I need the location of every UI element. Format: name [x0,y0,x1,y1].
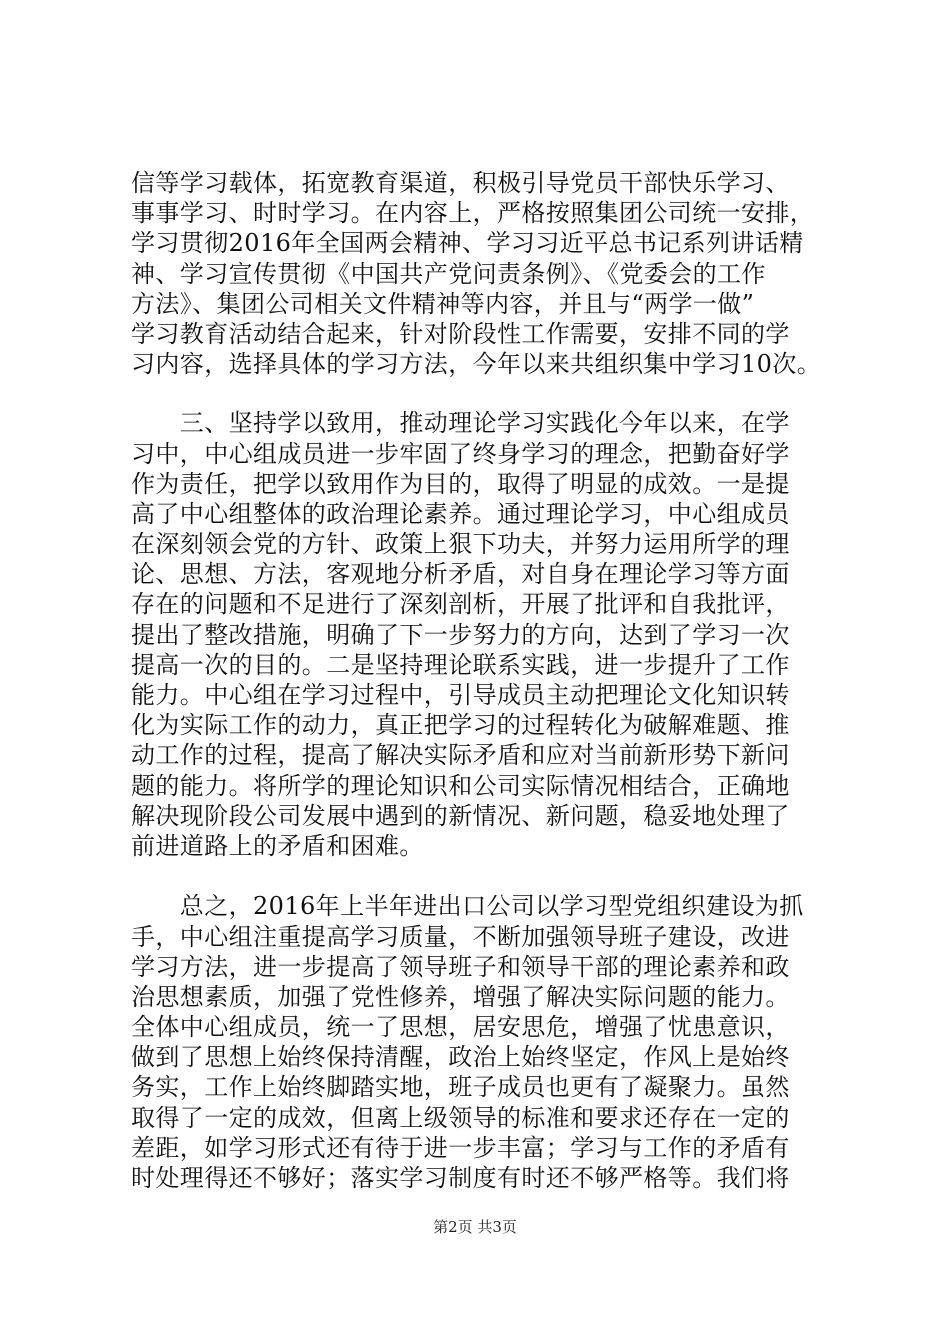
paragraph-2 [131,408,821,891]
paragraph-3 [131,891,821,1193]
text-line: 方法》、集团公司相关文件精神等内容，并且与“两学一做” [131,289,755,318]
text-line: 务实，工作上始终脚踏实地，班子成员也更有了凝聚力。虽然 [131,1073,790,1102]
text-line: 手，中心组注重提高学习质量，不断加强领导班子建设，改进 [131,922,790,951]
paragraph-1 [131,168,821,379]
text-line: 提高一次的目的。二是坚持理论联系实践，进一步提升了工作 [131,650,790,679]
text-line [131,861,821,891]
text-line: 神、学习宣传贯彻《中国共产党问责条例》、《党委会的工作 [131,259,766,288]
text-line: 时处理得还不够好；落实学习制度有时还不够严格等。我们将 [131,1164,790,1192]
text-line: 动工作的过程，提高了解决实际矛盾和应对当前新形势下新问 [131,741,790,770]
text-line: 习中，中心组成员进一步牢固了终身学习的理念，把勤奋好学 [131,439,790,468]
text-line: 信等学习载体，拓宽教育渠道，积极引导党员干部快乐学习、 [131,169,790,197]
text-line: 学习方法，进一步提高了领导班子和领导干部的理论素养和政 [131,952,790,981]
text-line: 论、思想、方法，客观地分析矛盾，对自身在理论学习等方面 [131,560,790,589]
text-line: 化为实际工作的动力，真正把学习的过程转化为破解难题、推 [131,711,790,740]
text-line: 作为责任，把学以致用作为目的，取得了明显的成效。一是提 [131,469,790,498]
text-line: 做到了思想上始终保持清醒，政治上始终坚定，作风上是始终 [131,1043,790,1072]
page-number-label: 第2页 共3页 [433,1218,517,1236]
text-line: 习内容，选择具体的学习方法，今年以来共组织集中学习10次。 [131,350,822,379]
text-line: 三、坚持学以致用，推动理论学习实践化今年以来，在学 [131,409,790,438]
text-line: 治思想素质，加强了党性修养，增强了解决实际问题的能力。 [131,982,790,1011]
text-line: 前进道路上的矛盾和困难。 [131,831,424,860]
text-line: 取得了一定的成效，但离上级领导的标准和要求还存在一定的 [131,1103,790,1132]
text-line: 解决现阶段公司发展中遇到的新情况、新问题，稳妥地处理了 [131,801,790,830]
text-line: 总之，2016年上半年进出口公司以学习型党组织建设为抓 [131,892,804,921]
text-line: 差距，如学习形式还有待于进一步丰富；学习与工作的矛盾有 [131,1133,790,1162]
text-line: 能力。中心组在学习过程中，引导成员主动把理论文化知识转 [131,681,790,709]
page-footer [0,1217,950,1237]
text-line: 题的能力。将所学的理论知识和公司实际情况相结合，正确地 [131,771,790,800]
text-line: 学习贯彻2016年全国两会精神、学习习近平总书记系列讲话精 [131,229,804,258]
body-text [131,168,821,1193]
text-line: 事事学习、时时学习。在内容上，严格按照集团公司统一安排， [131,199,815,228]
text-line: 高了中心组整体的政治理论素养。通过理论学习，中心组成员 [131,499,790,528]
text-line: 提出了整改措施，明确了下一步努力的方向，达到了学习一次 [131,620,790,649]
paragraph-gap [131,379,821,408]
text-line: 学习教育活动结合起来，针对阶段性工作需要，安排不同的学 [131,319,790,348]
text-line: 存在的问题和不足进行了深刻剖析，开展了批评和自我批评， [131,590,790,619]
text-line: 全体中心组成员，统一了思想，居安思危，增强了忧患意识， [131,1013,790,1042]
text-line: 在深刻领会党的方针、政策上狠下功夫，并努力运用所学的理 [131,530,790,559]
